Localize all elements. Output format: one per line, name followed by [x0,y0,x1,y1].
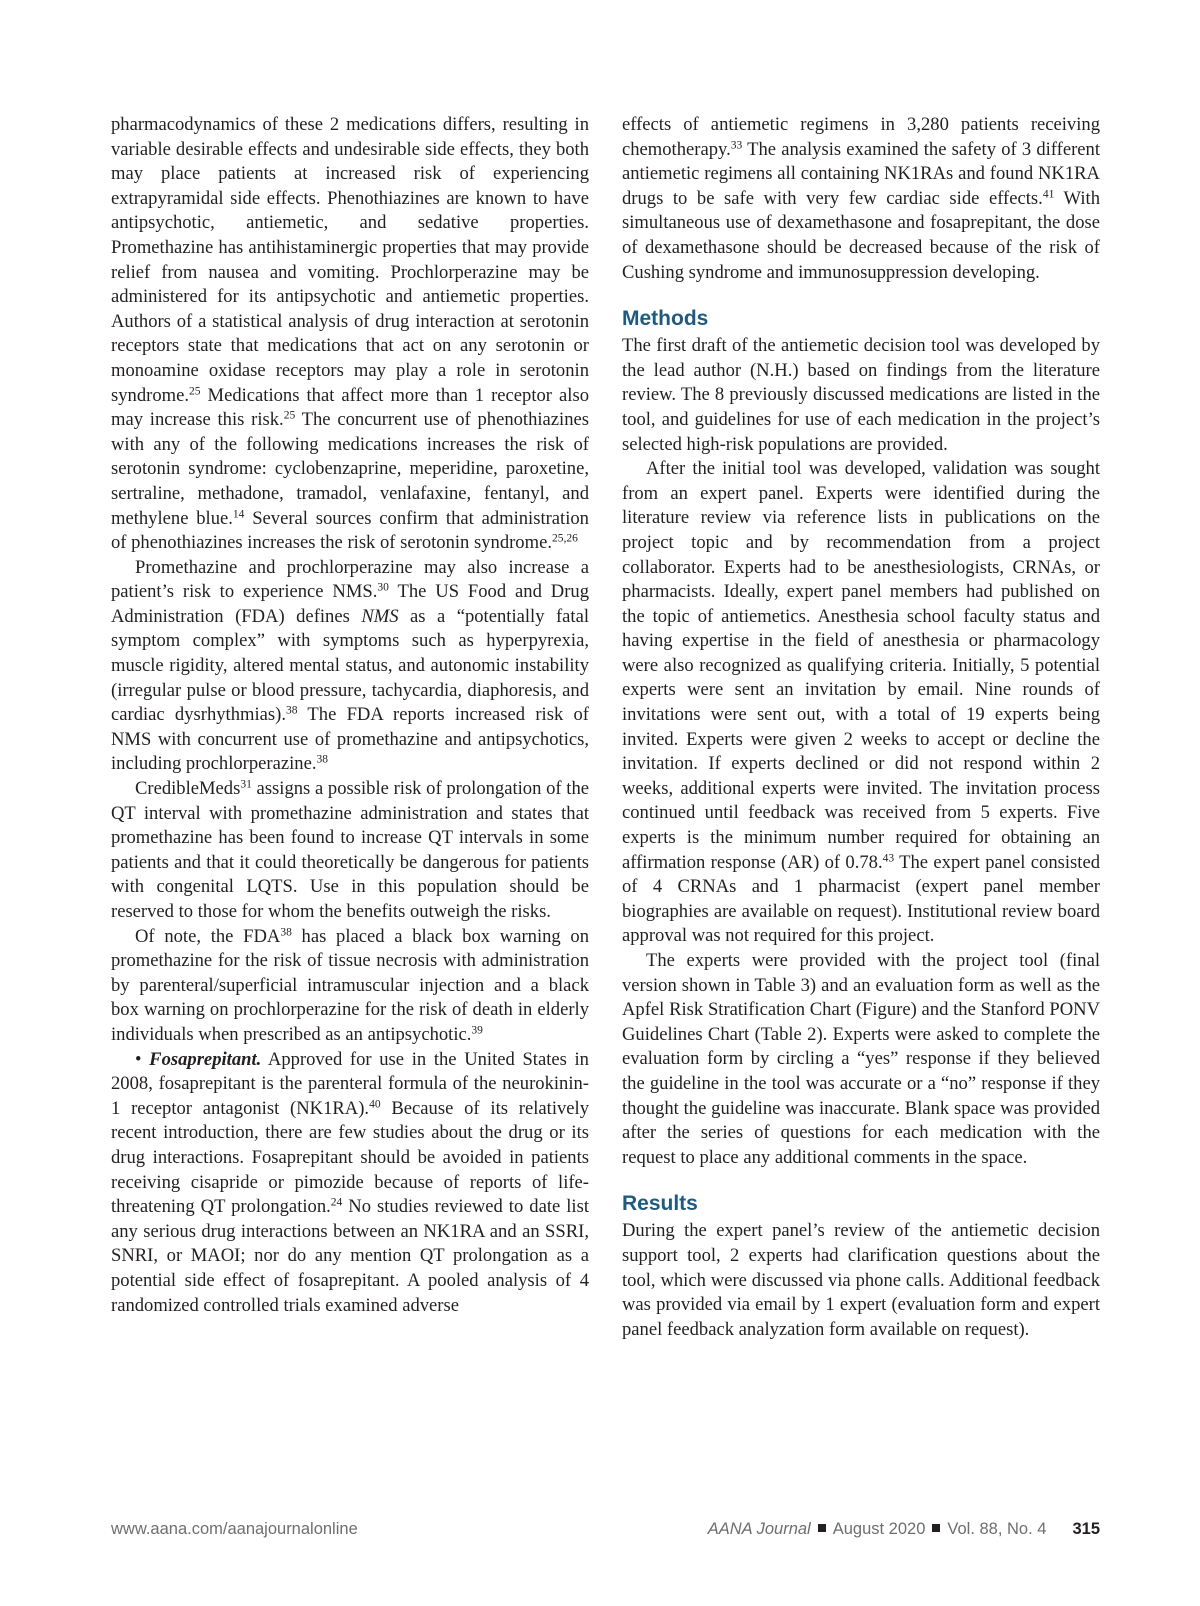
citation: 39 [471,1024,483,1037]
citation: 25 [283,409,296,422]
paragraph-crediblemeds: CredibleMeds$^{31}$ assigns a possible risk of prolongation of the QT interval with promethazine administration and states that promethazine has been found to increase QT intervals in some patients and that it could theoretically be dangerous for patients with congenital LQTS. Use in this population should be reserved to those for whom the benefits outweigh the risks. [111,778,589,922]
paragraph-methods-validation: After the initial tool was developed, validation was sought from an expert panel. Experts were identified during the literature review via reference lists in publications on the project topic and by recommendation from a project collaborator. Experts had to be anesthesiologists, CRNAs, or pharmacists. Ideally, expert panel members had published on the topic of antiemetics. Anesthesia school faculty status and having expertise in the field of anesthesia or pharmacology were also recognized as qualifying criteria. Initially, 5 potential experts were sent an invitation by email. Nine rounds of invitations were sent out, with a total of 19 experts being invited. Experts were given 2 weeks to accept or decline the invitation. If experts declined or did not respond within 2 weeks, additional experts were invited. The invitation process continued until feedback was received from 5 experts. Five experts is the minimum number required for obtaining an affirmation response (AR) of 0.78.43 The expert panel consisted of 4 CRNAs and 1 pharmacist (expert panel member biographies are available on request). Institutional review board approval was not required for this project. [622,458,1101,947]
issue-date: August 2020 [832,1520,926,1538]
citation: 43 [882,852,895,865]
paragraph-fosaprepitant: • Fosaprepitant. Approved for use in the United States in 2008, fosaprepitant is the parenteral formula of the neurokinin-1 receptor antagonist (NK1RA).$^{40}$ Because of its relatively recent introduction, there are few studies about the drug or its drug interactions. Fosaprepitant should be avoided in patients receiving cisapride or pimozide because of reports of life-threatening QT prolongation.$^{24}$ No studies reviewed to date list any serious drug interactions between an NK1RA and an SSRI, SNRI, or MAOI; nor do any mention QT prolongation as a potential side effect of fosaprepitant. A pooled analysis of 4 randomized controlled trials examined adverse [111,1048,589,1316]
methods-heading: Methods [622,307,709,331]
citation: 38 [280,926,292,939]
journal-name: AANA Journal [707,1520,811,1538]
drug-heading: Fosaprepitant. [149,1048,262,1070]
separator-square-icon [932,1524,940,1532]
bullet: • [135,1048,142,1070]
paragraph-phenothiazines: pharmacodynamics of these 2 medications differs, resulting in variable desirable effects and undesirable side effects, they both may place patients at increased risk of experiencing extrapyramidal side effects. Phenothiazines are known to have antipsychotic, antiemetic, and sedative properties. Promethazine has antihistaminergic properties that may provide relief from nausea and vomiting. Prochlorperazine may be administered for its antipsychotic and antiemetic properties. Authors of a statistical analysis of drug interaction at serotonin receptors state that medications that act on any serotonin or monoamine oxidase receptors may play a role in serotonin syndrome.$^{25}$ Medications that affect more than 1 receptor also may increase this risk.$^{25}$ The concurrent use of phenothiazines with any of the following medications increases the risk of serotonin syndrome: cyclobenzaprine, meperidine, paroxetine, sertraline, methadone, tramadol, venlafaxine, fentanyl, and methylene blue.$^{14}$ Several sources confirm that administration of phenothiazines increases the risk of serotonin syndrome.$^{25,26}$ [111,114,589,554]
volume-issue: Vol. 88, No. 4 [947,1520,1047,1538]
journal-citation [708,1520,1100,1539]
citation: 14 [232,508,245,521]
defined-term: NMS [361,605,399,627]
citation: 31 [240,778,252,791]
page-number: 315 [1072,1520,1100,1538]
results-heading: Results [622,1192,698,1216]
paragraph-results: During the expert panel’s review of the antiemetic decision support tool, 2 experts had clarification questions about the tool, which were discussed via phone calls. Additional feedback was provided via email by 1 expert (evaluation form and expert panel feedback analyzation form available on request). [622,1220,1100,1340]
citation: 38 [285,704,298,717]
paragraph-adverse-effects: effects of antiemetic regimens in 3,280 patients receiving chemotherapy.$^{33}$ The analysis examined the safety of 3 different antiemetic regimens all containing NK1RAs and found NK1RA drugs to be safe with very few cardiac side effects.$^{41}$ With simultaneous use of dexamethasone and fosaprepitant, the dose of dexamethasone should be decreased because of the risk of Cushing syndrome and immunosuppression developing. [622,114,1100,283]
citation: 38 [316,754,329,767]
citation: 40 [369,1098,381,1111]
citation: 24 [330,1196,343,1209]
citation: 30 [377,581,389,594]
left-column [111,113,589,1318]
paragraph-black-box-warning: Of note, the FDA$^{38}$ has placed a black box warning on promethazine for the risk of tissue necrosis with administration by parenteral/superficial intramuscular injection and a black box warning on prochlorperazine for the risk of death in elderly individuals when prescribed as an antipsychotic.$^{39}$ [111,925,589,1045]
separator-square-icon [818,1524,826,1532]
paragraph-methods-draft: The first draft of the antiemetic decision tool was developed by the lead author (N.H.) based on findings from the literature review. The 8 previously discussed medications are listed in the tool, and guidelines for use of each medication in the project’s selected high-risk populations are provided. [622,335,1100,455]
citation: 33 [730,139,743,152]
citation: 25 [188,385,201,398]
right-column [622,113,1100,1342]
citation: 41 [1042,188,1055,201]
paragraph-nms: Promethazine and prochlorperazine may also increase a patient’s risk to experience NMS.$^{30}$ The US Food and Drug Administration (FDA) defines NMS as a “potentially fatal symptom complex” with symptoms such as hyperpyrexia, muscle rigidity, altered mental status, and autonomic instability (irregular pulse or blood pressure, tachycardia, diaphoresis, and cardiac dysrhythmias).$^{38}$ The FDA reports increased risk of NMS with concurrent use of promethazine and antipsychotics, including prochlorperazine.$^{38}$ [111,556,590,775]
journal-url-link[interactable]: www.aana.com/aanajournalonline [111,1520,358,1538]
citation: 25,26 [551,532,578,545]
paragraph-methods-evaluation: The experts were provided with the project tool (final version shown in Table 3) and an evaluation form as well as the Apfel Risk Stratification Chart (Figure) and the Stanford PONV Guidelines Chart (Table 2). Experts were asked to complete the evaluation form by circling a “yes” response if they believed the guideline in the tool was accurate or a “no” response if they thought the guideline was inaccurate. Blank space was provided after the series of questions for each medication with the request to place any additional comments in the space. [622,950,1100,1168]
